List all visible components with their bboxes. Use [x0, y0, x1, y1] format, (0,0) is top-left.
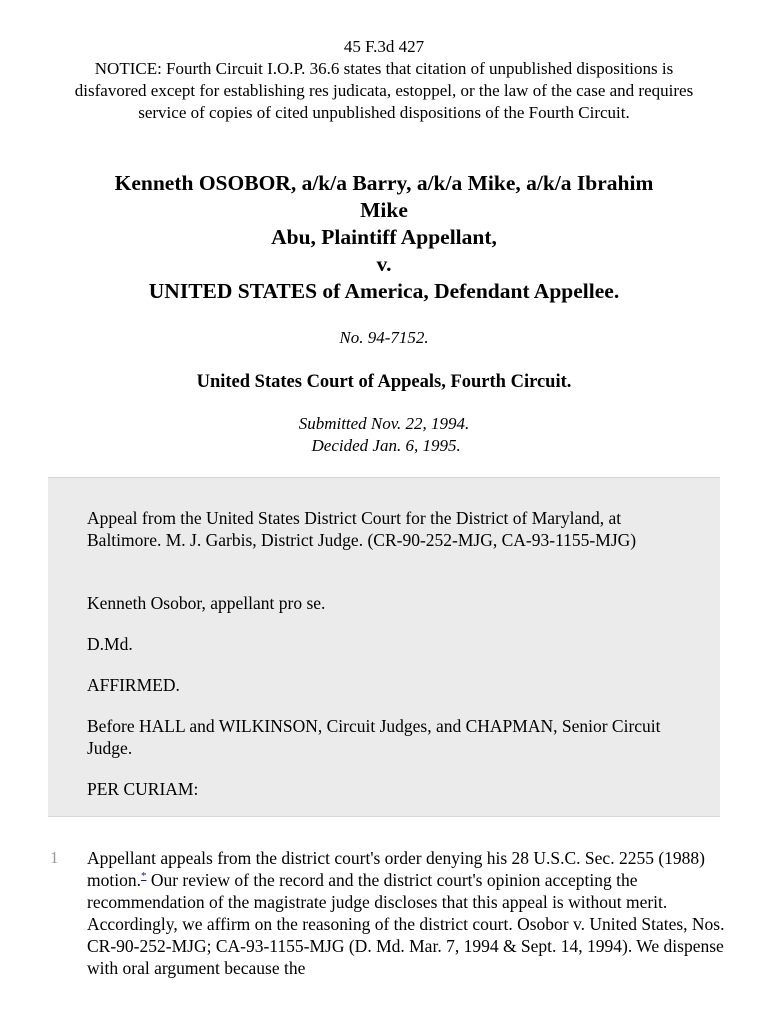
case-dates — [0, 413, 768, 457]
counsel-text: Kenneth Osobor, appellant pro se. — [87, 593, 326, 613]
case-caption — [60, 170, 708, 305]
caption-plaintiff-line-3: Abu, Plaintiff Appellant, — [271, 225, 497, 249]
caption-versus: v. — [376, 252, 392, 276]
submitted-date: Submitted Nov. 22, 1994. — [298, 414, 470, 433]
unpublished-notice: NOTICE: Fourth Circuit I.O.P. 36.6 states that citation of unpublished dispositions is disfavored except for establishing res judicata, estoppel, or the law of the case and requires service of copies of cited unpublished dispositions of the Fourth Circuit. — [74, 59, 694, 122]
docket-number: No. 94-7152. — [339, 328, 429, 347]
case-citation: 45 F.3d 427 — [343, 37, 425, 56]
caption-plaintiff-line-2: Mike — [360, 198, 408, 222]
court-name: United States Court of Appeals, Fourth Circuit. — [196, 372, 572, 392]
district-text: D.Md. — [87, 634, 133, 654]
paragraph-number: 1 — [50, 848, 59, 867]
opinion-text-start: Appellant appeals from the district court's order denying his 28 U.S.C. Sec. 2255 (1988) motion. — [87, 848, 705, 890]
appeal-from-text: Appeal from the United States District Court for the District of Maryland, at Baltimore. M. J. Garbis, District Judge. (CR-90-252-MJG, CA-93-1155-MJG) — [87, 508, 637, 550]
caption-defendant: UNITED STATES of America, Defendant Appellee. — [148, 279, 620, 303]
syllabus-box — [48, 477, 720, 817]
panel-text: Before HALL and WILKINSON, Circuit Judges, and CHAPMAN, Senior Circuit Judge. — [87, 716, 661, 758]
disposition-text: AFFIRMED. — [87, 675, 180, 695]
per-curiam-label: PER CURIAM: — [87, 779, 199, 799]
opinion-text-continued: Our review of the record and the district court's opinion accepting the recommendation of the magistrate judge discloses that this appeal is without merit. Accordingly, we affirm on the reasoning of the district court. Osobor v. United States, Nos. CR-90-252-MJG; CA-93-1155-MJG (D. Md. Mar. 7, 1994 & Sept. 14, 1994). We dispense with oral argument because the — [87, 870, 725, 978]
opinion-paragraph — [87, 847, 727, 979]
footnote-link[interactable]: * — [140, 870, 147, 883]
decided-date: Decided Jan. 6, 1995. — [307, 436, 461, 455]
caption-plaintiff-line-1: Kenneth OSOBOR, a/k/a Barry, a/k/a Mike, a/k/a Ibrahim — [114, 171, 654, 195]
